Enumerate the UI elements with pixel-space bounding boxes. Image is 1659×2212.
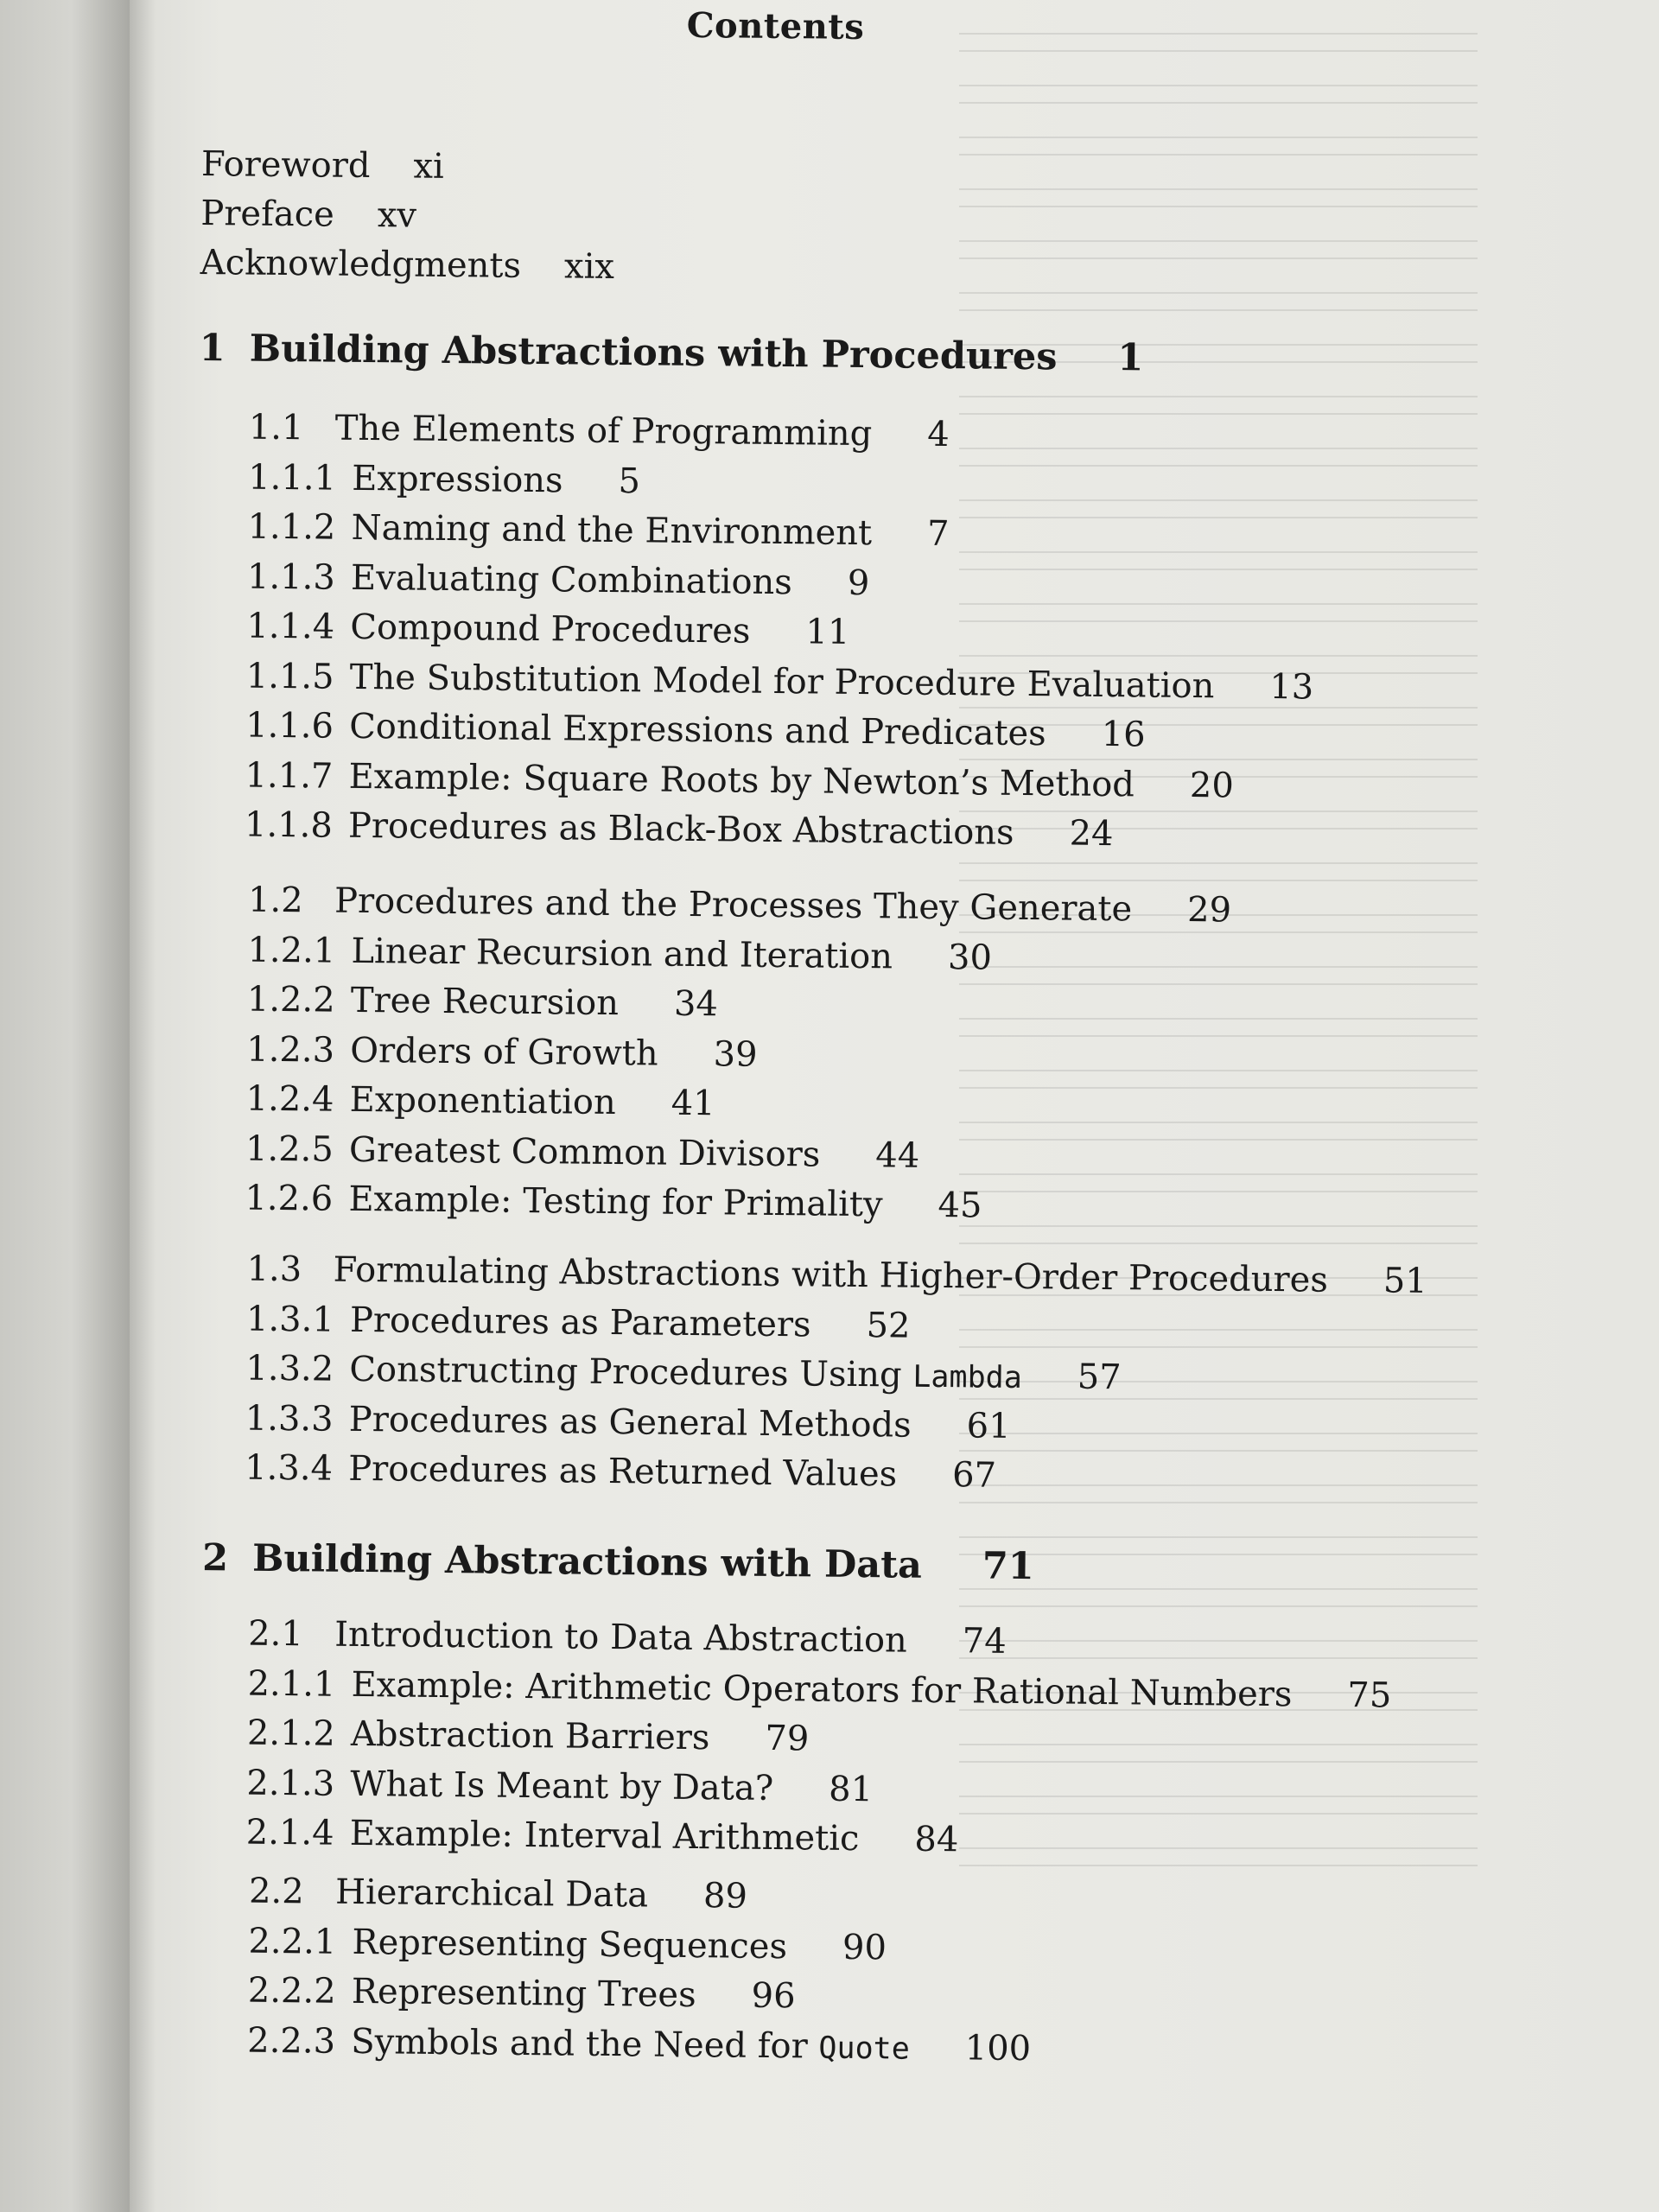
entry-page: 81	[828, 1769, 874, 1809]
entry-title: Abstraction Barriers	[350, 1713, 710, 1758]
section-1-2	[245, 876, 1231, 1234]
entry-title: Greatest Common Divisors	[348, 1129, 821, 1175]
section-heading	[249, 1867, 1033, 1925]
entry-page: 34	[673, 983, 719, 1025]
entry-title: Constructing Procedures Using	[349, 1349, 913, 1395]
entry-page: 51	[1382, 1261, 1428, 1301]
entry-page: xi	[413, 146, 445, 187]
entry-code: Lambda	[912, 1359, 1022, 1396]
toc-entry	[247, 2016, 1031, 2074]
entry-title: Compound Procedures	[350, 607, 751, 652]
chapter-heading-2	[202, 1536, 1034, 1588]
entry-title: Example: Arithmetic Operators for Rational Numbers	[351, 1664, 1293, 1714]
entry-title: Preface	[200, 193, 335, 235]
chapter-title: Building Abstractions with Procedures	[249, 327, 1058, 379]
entry-number: 1.1.4	[246, 606, 335, 647]
chapter-heading-1	[200, 327, 1144, 379]
entry-page: 67	[951, 1455, 997, 1496]
entry-page: 90	[842, 1927, 887, 1967]
section-2-2	[247, 1867, 1033, 2074]
entry-number: 1.2.4	[245, 1078, 334, 1120]
entry-page: 4	[927, 414, 950, 455]
entry-number: 2.2.1	[248, 1921, 337, 1962]
section-2-1	[245, 1610, 1392, 1870]
entry-page: 45	[938, 1185, 982, 1226]
book-page	[130, 0, 1659, 2212]
entry-page: 74	[962, 1621, 1007, 1662]
entry-page: 44	[875, 1135, 920, 1176]
toc-entry	[248, 1916, 1032, 1974]
entry-title: Introduction to Data Abstraction	[334, 1614, 908, 1661]
entry-page: 20	[1189, 765, 1235, 806]
entry-page: 96	[751, 1975, 796, 2017]
entry-number: 2.2.3	[247, 2020, 336, 2062]
entry-title: Procedures as General Methods	[348, 1399, 912, 1446]
entry-number: 2.1.4	[245, 1812, 334, 1853]
entry-number: 1.1.3	[246, 556, 336, 598]
entry-page: 30	[947, 937, 993, 978]
front-matter-list	[200, 140, 616, 292]
entry-number: 1.3.2	[245, 1348, 334, 1389]
entry-number: 1.2.2	[246, 979, 335, 1020]
entry-title: Foreword	[200, 143, 371, 187]
entry-code: Quote	[818, 2031, 910, 2067]
chapter-page: 1	[1117, 336, 1144, 380]
entry-number: 1.3	[246, 1249, 302, 1290]
entry-title: Procedures and the Processes They Generate	[334, 880, 1133, 930]
entry-title: Procedures as Black-Box Abstractions	[347, 805, 1014, 853]
entry-title: Representing Sequences	[352, 1922, 788, 1967]
entry-number: 1.2.1	[247, 930, 336, 971]
entry-page: 9	[847, 563, 870, 603]
entry-page: 89	[702, 1876, 748, 1916]
entry-number: 1.2.3	[246, 1029, 335, 1071]
entry-page: 75	[1347, 1675, 1392, 1716]
entry-number: 1.1.5	[245, 656, 334, 697]
entry-number: 1.1.7	[245, 755, 334, 797]
entry-number: 1.1.1	[247, 457, 337, 499]
entry-number: 1.3.3	[245, 1398, 334, 1440]
entry-page: 24	[1069, 813, 1114, 855]
entry-page: xv	[377, 195, 417, 236]
chapter-page: 71	[982, 1544, 1034, 1589]
entry-title: Procedures as Parameters	[349, 1300, 811, 1344]
entry-title: Orders of Growth	[350, 1030, 658, 1074]
chapter-title: Building Abstractions with Data	[251, 1536, 923, 1587]
entry-title: Naming and the Environment	[351, 507, 873, 554]
book-gutter	[0, 0, 130, 2212]
entry-page: 84	[914, 1819, 959, 1860]
entry-title: Hierarchical Data	[334, 1872, 649, 1916]
entry-title: Exponentiation	[349, 1079, 616, 1123]
entry-title: Example: Interval Arithmetic	[349, 1813, 860, 1859]
entry-page: 41	[671, 1083, 715, 1124]
toc-entry-foreword	[201, 140, 616, 194]
entry-title: Linear Recursion and Iteration	[351, 931, 893, 976]
chapter-number: 1	[199, 326, 226, 371]
entry-page: 11	[805, 612, 850, 652]
entry-number: 2.1.2	[246, 1713, 336, 1754]
entry-page: 79	[765, 1718, 810, 1759]
entry-number: 1.2.6	[245, 1178, 334, 1219]
chapter-number: 2	[201, 1536, 229, 1580]
entry-page: 61	[966, 1405, 1011, 1446]
toc-entry	[245, 1174, 1229, 1234]
entry-title: Evaluating Combinations	[350, 557, 793, 602]
entry-title: Conditional Expressions and Predicates	[348, 706, 1046, 754]
entry-number: 2.1	[247, 1613, 304, 1655]
table-of-contents	[199, 0, 1456, 2069]
entry-number: 1.1	[248, 407, 304, 448]
entry-page: 100	[964, 2027, 1032, 2069]
entry-page: xix	[563, 246, 615, 287]
entry-title: Formulating Abstractions with Higher-Order Procedures	[333, 1249, 1329, 1300]
page-title: Contents	[686, 4, 865, 48]
page-fold-shadow	[130, 0, 156, 2212]
toc-entry-acknowledgments	[200, 238, 615, 292]
entry-number: 1.1.8	[244, 804, 334, 846]
entry-number: 2.1.1	[247, 1663, 336, 1705]
entry-number: 1.3.1	[245, 1299, 335, 1340]
entry-page: 39	[713, 1033, 758, 1075]
entry-number: 2.2	[248, 1871, 304, 1912]
entry-title: Symbols and the Need for	[351, 2021, 819, 2067]
entry-title: Expressions	[351, 458, 563, 500]
entry-number: 2.1.3	[246, 1763, 335, 1804]
entry-title: The Elements of Programming	[334, 408, 873, 454]
entry-number: 2.2.2	[247, 1970, 336, 2012]
entry-title: Example: Square Roots by Newton’s Method	[348, 756, 1135, 804]
entry-page: 13	[1269, 666, 1314, 708]
entry-title: Tree Recursion	[350, 980, 620, 1024]
entry-number: 1.1.2	[247, 506, 336, 548]
entry-page: 16	[1101, 714, 1146, 755]
entry-number: 1.2.5	[245, 1128, 334, 1170]
entry-page: 7	[926, 513, 950, 555]
entry-title: What Is Meant by Data?	[350, 1764, 774, 1808]
entry-number: 1.3.4	[244, 1447, 334, 1489]
entry-title: Representing Trees	[351, 1971, 696, 2016]
entry-title: The Substitution Model for Procedure Evaluation	[349, 657, 1215, 706]
entry-page: 57	[1077, 1357, 1122, 1398]
entry-title: Procedures as Returned Values	[347, 1448, 898, 1495]
entry-number: 1.1.6	[245, 705, 334, 747]
entry-page: 52	[866, 1305, 911, 1346]
entry-page: 5	[618, 461, 641, 501]
entry-title: Acknowledgments	[200, 242, 522, 286]
toc-entry	[248, 1967, 1032, 2024]
entry-page: 29	[1186, 889, 1232, 931]
section-1-1	[245, 404, 1317, 861]
section-1-3	[245, 1245, 1427, 1506]
entry-number: 1.2	[247, 880, 303, 921]
entry-title: Example: Testing for Primality	[348, 1179, 883, 1225]
toc-entry-preface	[200, 189, 615, 243]
